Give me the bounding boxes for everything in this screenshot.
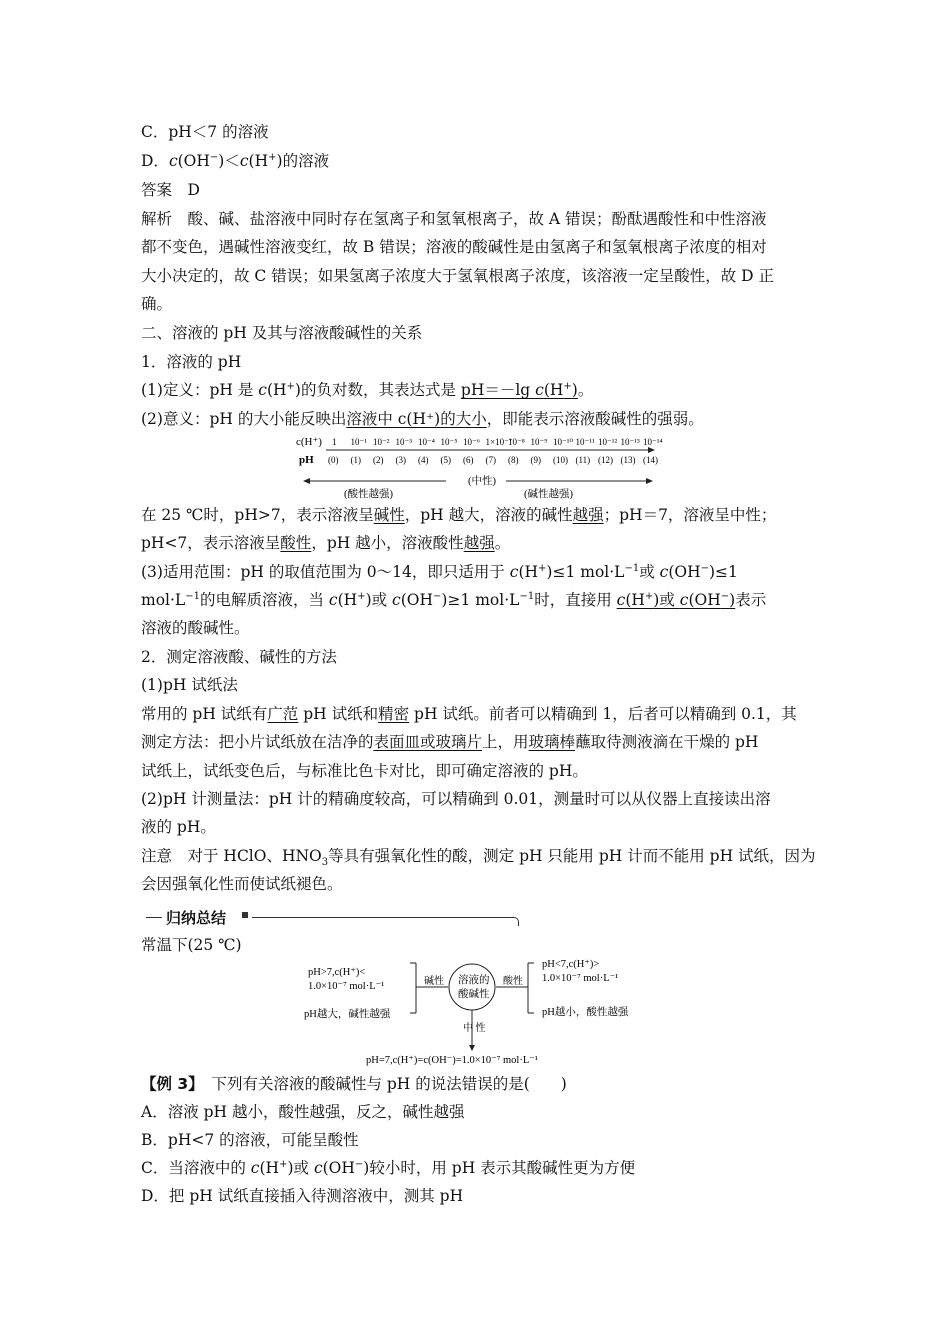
ph-tick-label: (5) (440, 455, 451, 465)
ph-meter-line-1: (2)pH 计测量法：pH 计的精确度较高，可以精确到 0.01，测量时可以从仪器上直接读出溶 (141, 790, 771, 808)
ph-tick-label: (0) (328, 455, 339, 465)
acid-base-summary-diagram (300, 955, 660, 1067)
c-tick-label: 10⁻⁵ (440, 437, 458, 447)
ph-tick-label: (4) (418, 455, 429, 465)
scope-line-3: 溶液的酸碱性。 (141, 619, 250, 637)
left-link-label: 碱性 (424, 976, 444, 987)
acid-arrow-icon (303, 478, 310, 484)
ph-tick-label: (2) (373, 455, 384, 465)
example-option-c: C．当溶液中的 c(H+)或 c(OH−)较小时，用 pH 表示其酸碱性更为方便 (141, 1158, 636, 1177)
c-tick-label: 10⁻¹⁰ (553, 437, 574, 447)
left-top-line-1: pH>7,c(H⁺)< (308, 967, 366, 978)
meaning-line: (2)意义：pH 的大小能反映出溶液中 c(H⁺)的大小，即能表示溶液酸碱性的强弱。 (141, 410, 704, 428)
ph-tick-label: (8) (508, 455, 519, 465)
right-top-line-2: 1.0×10⁻⁷ mol·L⁻¹ (542, 973, 619, 984)
ph-tick-label: (7) (485, 455, 496, 465)
c-tick-label: 10⁻³ (395, 437, 412, 447)
c-tick-labels (332, 437, 663, 447)
c-tick-label: 10⁻⁸ (508, 437, 525, 447)
c-tick-label: 10⁻⁹ (530, 437, 548, 447)
right-top-line-1: pH<7,c(H⁺)> (542, 959, 600, 970)
analysis-line-1: 解析 酸、碱、盐溶液中同时存在氢离子和氢氧根离子，故 A 错误；酚酞遇酸性和中性溶液 (141, 210, 767, 228)
scope-line-2: $mol\cdot L^{-1}$的电解质溶液，当 c(H+)或 c(OH−)≥1 $mol\cdot L^{-1}$时，直接用 c(H+)或 c(OH−)表示 (141, 590, 767, 609)
center-circle (449, 964, 495, 1010)
neutral-label: (中性) (468, 476, 496, 487)
ph-tick-label: (6) (463, 455, 474, 465)
ph-tick-labels (328, 455, 658, 465)
note-line-1: 注意 对于 HClO、$HNO_3$等具有强氧化性的酸，测定 pH 只能用 pH 计而不能用 pH 试纸，因为 (141, 847, 816, 869)
c-tick-label: 10⁻⁶ (463, 437, 480, 447)
summary-rule-right (252, 917, 514, 918)
c-tick-label: 10⁻¹² (598, 437, 618, 447)
c-tick-label: 10⁻⁴ (418, 437, 435, 447)
ph-tick-label: (12) (598, 455, 613, 465)
ph-tick-label: (11) (575, 455, 591, 465)
acid-label: (酸性越强) (344, 489, 393, 500)
scope-line-1: (3)适用范围：pH 的取值范围为 0～14，即只适用于 c(H+)≤1 $mol\cdot L^{-1}$或 c(OH−)≤1 (141, 562, 738, 581)
down-arrow-icon (469, 1045, 475, 1051)
left-top-line-2: 1.0×10⁻⁷ mol·L⁻¹ (308, 981, 385, 992)
down-link-label: 中 性 (463, 1023, 486, 1034)
ph-paper-line-2: 测定方法：把小片试纸放在洁净的表面皿或玻璃片上，用玻璃棒蘸取待测液滴在干燥的 pH (141, 733, 759, 751)
c-tick-label: 10⁻¹¹ (575, 437, 595, 447)
ph-tick-label: (10) (553, 455, 568, 465)
analysis-line-4: 确。 (141, 295, 173, 313)
axis-arrow-icon (648, 447, 655, 453)
example-option-b: B．pH<7 的溶液，可能呈酸性 (141, 1131, 359, 1149)
ph-paper-line-1: 常用的 pH 试纸有广范 pH 试纸和精密 pH 试纸。前者可以精确到 1，后者可以精确到 0.1，其 (141, 705, 797, 723)
summary-square-icon (242, 912, 248, 918)
definition-line: (1)定义：pH 是 c(H+)的负对数，其表达式是 pH＝－lg c(H+)。 (141, 380, 594, 399)
note-line-2: 会因强氧化性而使试纸褪色。 (141, 875, 343, 893)
center-line-1: 溶液的 (458, 975, 490, 986)
ph-interpret-1: 在 25 ℃时，pH>7，表示溶液呈碱性，pH 越大，溶液的碱性越强；pH＝7，溶液呈中性； (141, 506, 777, 524)
neutral-condition: pH=7,c(H⁺)=c(OH⁻)=1.0×10⁻⁷ mol·L⁻¹ (366, 1055, 538, 1066)
center-line-2: 酸碱性 (458, 989, 490, 1000)
option-c: C．pH＜7 的溶液 (141, 123, 269, 141)
summary-rule-corner (512, 917, 519, 926)
left-bottom: pH越大，碱性越强 (304, 1009, 391, 1020)
section-heading: 二、溶液的 pH 及其与溶液酸碱性的关系 (141, 324, 423, 342)
example-option-a: A．溶液 pH 越小，酸性越强，反之，碱性越强 (141, 1103, 465, 1121)
subsection-heading: 1．溶液的 pH (141, 353, 242, 371)
base-label: (碱性越强) (524, 489, 573, 500)
ph-interpret-2: pH<7，表示溶液呈酸性，pH 越小，溶液酸性越强。 (141, 534, 511, 552)
ph-meter-line-2: 液的 pH。 (141, 818, 216, 836)
c-tick-label: 10⁻¹³ (620, 437, 640, 447)
option-d: D．c(OH−)＜c(H+)的溶液 (141, 151, 330, 170)
summary-badge: 归纳总结 (166, 909, 227, 927)
base-arrow-icon (646, 478, 653, 484)
summary-rule-left (146, 917, 162, 918)
analysis-line-2: 都不变色，遇碱性溶液变红，故 B 错误；溶液的酸碱性是由氢离子和氢氧根离子浓度的相对 (141, 238, 767, 256)
c-tick-label: 10⁻² (373, 437, 390, 447)
c-tick-label: 10⁻¹⁴ (643, 437, 663, 447)
analysis-line-3: 大小决定的，故 C 错误；如果氢离子浓度大于氢氧根离子浓度，该溶液一定呈酸性，故 D 正 (141, 267, 774, 285)
answer: 答案 D (141, 181, 200, 199)
c-tick-label: 10⁻¹ (350, 437, 367, 447)
example-option-d: D．把 pH 试纸直接插入待测溶液中，测其 pH (141, 1187, 464, 1205)
c-axis-label: c(H⁺) (296, 436, 322, 448)
ph-tick-label: (9) (530, 455, 541, 465)
ph-axis-label: pH (299, 454, 314, 466)
summary-condition: 常温下(25 ℃) (141, 936, 242, 954)
ph-tick-label: (1) (350, 455, 361, 465)
ph-paper-line-3: 试纸上，试纸变色后，与标准比色卡对比，即可确定溶液的 pH。 (141, 762, 588, 780)
right-bottom: pH越小，酸性越强 (542, 1007, 629, 1018)
ph-tick-label: (14) (643, 455, 658, 465)
ph-scale-figure (296, 433, 663, 500)
ph-tick-label: (3) (395, 455, 406, 465)
c-tick-label: 1×10⁻⁷ (485, 437, 512, 447)
example-title: 【例 3】 下列有关溶液的酸碱性与 pH 的说法错误的是( ) (141, 1075, 567, 1093)
right-link-label: 酸性 (503, 976, 523, 987)
method-heading: 2．测定溶液酸、碱性的方法 (141, 648, 337, 666)
ph-paper-heading: (1)pH 试纸法 (141, 676, 238, 694)
c-tick-label: 1 (332, 437, 337, 447)
ph-tick-label: (13) (620, 455, 636, 465)
